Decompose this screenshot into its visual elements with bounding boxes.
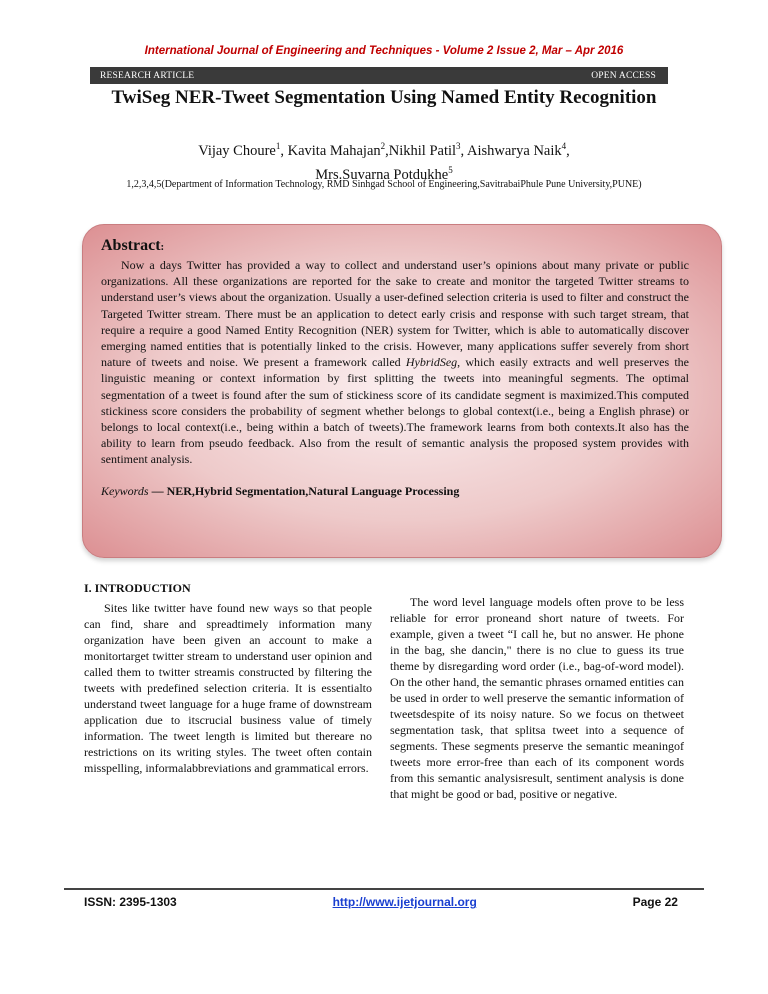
keywords-label: Keywords bbox=[101, 483, 149, 498]
author-name: Nikhil Patil bbox=[388, 142, 457, 159]
intro-paragraph-1: Sites like twitter have found new ways so that people can find, share and spreadtimely information many organization have been given an account to make a monitortarget twitter stream to understand user opinion and called them to twitter streamis constructed by filtering the tweets with predefined selection criteria. It is essentialto understand tweet language for a huge frame of downstream application due to itscrucial business value of timely information. The tweet length is limited but thereare no restrictions on its writing styles. The tweet often contain misspelling, informalabbreviations and grammatical errors. bbox=[84, 601, 372, 775]
author-name: Vijay Choure bbox=[198, 142, 276, 159]
author-name: Mrs.Suvarna Potdukhe bbox=[315, 166, 449, 183]
author-sup: 2 bbox=[380, 141, 386, 151]
open-access-label: OPEN ACCESS bbox=[591, 70, 656, 81]
paper-title: TwiSeg NER-Tweet Segmentation Using Named Entity Recognition bbox=[111, 87, 657, 108]
abstract-box bbox=[82, 224, 722, 558]
author-name: Aishwarya Naik bbox=[467, 142, 562, 159]
affiliation: 1,2,3,4,5(Department of Information Technology, RMD Sinhgad School of Engineering,SavitrabaiPhule Pune University,PUNE) bbox=[126, 179, 642, 190]
research-article-label: RESEARCH ARTICLE bbox=[100, 70, 195, 81]
author-name: Kavita Mahajan bbox=[287, 142, 381, 159]
author-sup: 3 bbox=[456, 141, 461, 151]
author-sup: 5 bbox=[448, 164, 453, 175]
section-heading: I. INTRODUCTION bbox=[84, 581, 191, 595]
left-column bbox=[84, 580, 372, 776]
footer bbox=[84, 895, 678, 909]
author-sup: 1 bbox=[275, 141, 281, 151]
footer-divider bbox=[64, 888, 704, 890]
article-type-bar bbox=[90, 67, 668, 84]
framework-name: HybridSeg bbox=[405, 355, 458, 370]
right-column bbox=[390, 594, 684, 802]
keywords-text: NER,Hybrid Segmentation,Natural Language Processing bbox=[166, 483, 460, 498]
page-number: Page 22 bbox=[632, 895, 678, 909]
journal-url-link[interactable]: http://www.ijetjournal.org bbox=[332, 895, 477, 909]
issn-label: ISSN: 2395-1303 bbox=[84, 895, 177, 909]
abstract-text: Now a days Twitter has provided a way to collect and understand user’s opinions about many private or public organizations. All these organizations are reported for the sake to create and monitor the targeted Twitter streams to understand user’s views about the organization. Usually a user-defined selection criteria is used to filter and construct the Targeted Twitter stream. There must be an application to detect early crisis and response with such target stream, that require a require a good Named Entity Recognition (NER) system for Twitter, which is able to automatically discover emerging named entities that is potentially linked to the crisis. However, many applications suffer severely from short nature of tweets and noise. We present a framework called HybridSeg, which easily extracts and well preserves the linguistic meaning or context information by first splitting the tweets into meaningful segments. The optimal segmentation of a tweet is found after the sum of stickiness score of its candidate segment is maximized.This computed stickiness score considers the probability of segment whether belongs to global context(i.e., being a English phrase) or belongs to local context(i.e., being within a batch of tweets).The framework learns from both contexts.It also has the ability to learn from pseudo feedback. Also from the result of semantic analysis the proposed system provides with sentiment analysis. bbox=[101, 258, 689, 467]
intro-paragraph-2: The word level language models often prove to be less reliable for error proneand short nature of tweets. For example, given a tweet “I call he, but no answer. He phone in the bag, she dancin," there is no clue to guess its true theme by disregarding word order (i.e., bag-of-word model). On the other hand, the semantic phrases ornamed entities can be used in order to well preserve the semantic information of tweetsdespite of its noisy nature. So we focus on thetweet segmentation task, that splitsa tweet into a sequence of segments. These segments preserve the semantic meaningof tweets more error-free than each of its component words from this semantic analysisresult, sentiment analysis is done that might be good or bad, positive or negative. bbox=[390, 595, 684, 801]
author-list: Vijay Choure$^1$, Kavita Mahajan$^2$,Nikhil Patil$^3$, Aishwarya Naik$^4$, Mrs.Suvarna Potdukhe$^5$ bbox=[198, 141, 570, 183]
abstract-heading: Abstract: bbox=[101, 237, 165, 254]
author-sup: 4 bbox=[561, 141, 567, 151]
keywords-line: Keywords — NER,Hybrid Segmentation,Natural Language Processing bbox=[101, 483, 460, 498]
journal-header: International Journal of Engineering and Techniques - Volume 2 Issue 2, Mar – Apr 2016 bbox=[144, 45, 624, 57]
